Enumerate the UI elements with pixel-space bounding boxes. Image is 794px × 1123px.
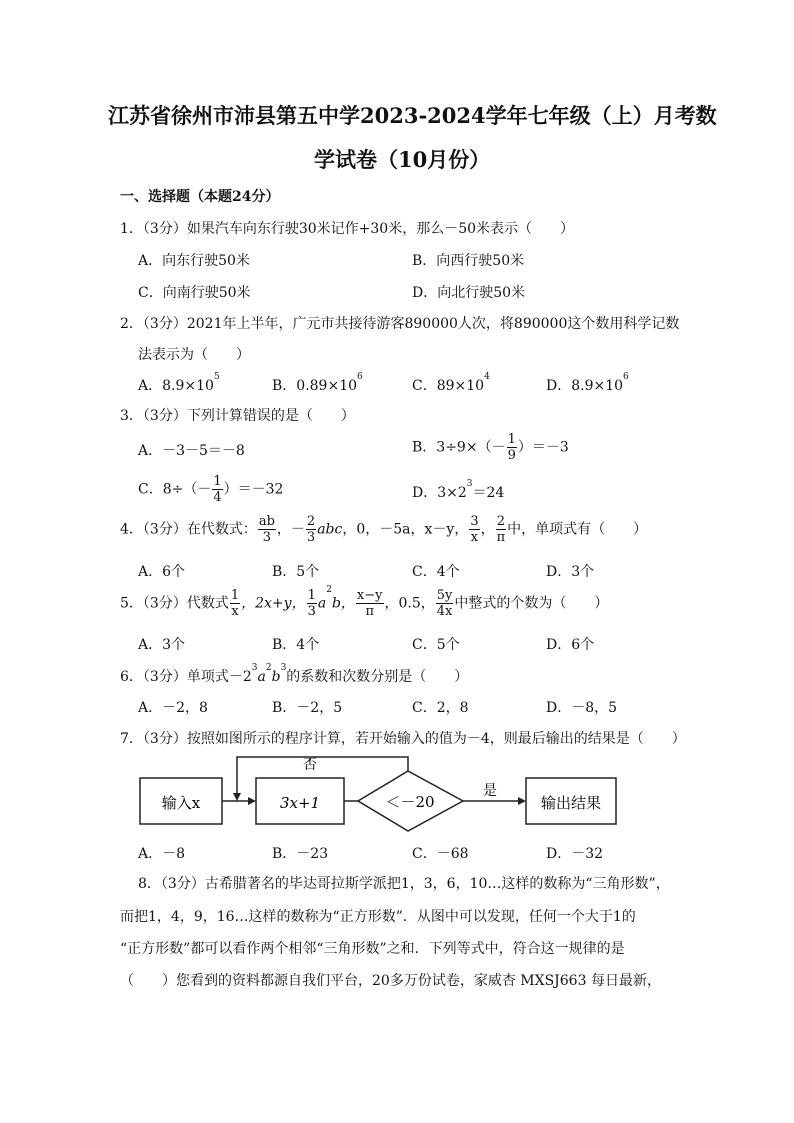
flow-yes-label: 是 <box>483 783 497 799</box>
question-3: 3．（3分）下列计算错误的是（ ） <box>120 408 355 424</box>
flow-op-label: 3x+1 <box>279 794 321 812</box>
page-title-line1: 江苏省徐州市沛县第五中学2023-2024学年七年级（上）月考数 <box>108 103 717 128</box>
q6-option-d: D．－8，5 <box>546 700 618 716</box>
flowchart <box>130 752 630 832</box>
q2-option-c: C．$89\times 10^4$ <box>412 372 490 394</box>
flow-no-label: 否 <box>303 757 317 773</box>
flow-arrowhead-3 <box>518 797 526 805</box>
question-4: 4．（3分）在代数式： $\frac{ab}{3}$ ，－ $\frac{2}{3}$ abc，0，－5a，x－y， $\frac{3}{x}$ ， $\frac{2}{\pi}$ 中，单项式有（ ） <box>120 514 648 545</box>
q1-option-d: D．向北行驶50米 <box>412 285 526 301</box>
section-heading: 一、选择题（本题24分） <box>120 189 280 205</box>
question-1: 1．（3分）如果汽车向东行驶30米记作+30米，那么－50米表示（ ） <box>120 221 575 237</box>
flow-condition-label: ＜－20 <box>385 793 435 811</box>
flow-input-label: 输入x <box>161 794 201 812</box>
q5-option-d: D．6个 <box>546 637 595 653</box>
question-6: 6．（3分）单项式$-2^3a^2b^3$的系数和次数分别是（ ） <box>120 663 469 685</box>
flow-output-label: 输出结果 <box>540 794 602 812</box>
q1-option-c: C．向南行驶50米 <box>138 285 251 301</box>
q3-option-d: D．$3\times 2^3=24$ <box>412 479 505 501</box>
q2-option-d: D．$8.9\times 10^6$ <box>546 372 629 394</box>
q3-option-a: A．－3－5＝－8 <box>138 443 245 459</box>
q3-option-c: C．8÷（－ $\frac{1}{4}$ ）＝－32 <box>138 474 284 505</box>
q7-option-c: C．－68 <box>412 846 469 862</box>
page-title-line2: 学试卷（10月份） <box>314 147 491 172</box>
q4-option-b: B．5个 <box>272 564 320 580</box>
q4-option-d: D．3个 <box>546 564 595 580</box>
question-2: 2．（3分）2021年上半年，广元市共接待游客890000人次，将890000这个数用科学记数 <box>120 316 680 332</box>
q5-option-c: C．5个 <box>412 637 460 653</box>
question-8: 8．（3分）古希腊著名的毕达哥拉斯学派把1，3，6，10…这样的数称为“三角形数”， <box>138 876 670 892</box>
question-5: 5．（3分）代数式 $\frac{1}{x}$ ，2x+y， $\frac{1}{3}$ $a^2b$， $\frac{x-y}{\pi}$ ，0.5， $\frac{5y}{4x}$ 中整式的个数为（ ） <box>120 585 609 619</box>
q7-option-d: D．－32 <box>546 846 604 862</box>
q5-option-b: B．4个 <box>272 637 320 653</box>
q6-option-b: B．－2，5 <box>272 700 343 716</box>
q1-option-a: A．向东行驶50米 <box>138 253 250 269</box>
q4-option-a: A．6个 <box>138 564 186 580</box>
flow-loop-arrowhead <box>233 793 241 801</box>
question-7: 7．（3分）按照如图所示的程序计算，若开始输入的值为－4，则最后输出的结果是（ ） <box>120 731 686 747</box>
question-8-line3: “正方形数”都可以看作两个相邻“三角形数”之和．下列等式中，符合这一规律的是 <box>120 941 625 957</box>
q2-option-b: B．$0.89\times 10^6$ <box>272 372 363 394</box>
q5-option-a: A．3个 <box>138 637 186 653</box>
q7-option-a: A．－8 <box>138 846 186 862</box>
question-2-cont: 法表示为（ ） <box>138 347 250 363</box>
q1-option-b: B．向西行驶50米 <box>412 253 525 269</box>
q4-option-c: C．4个 <box>412 564 460 580</box>
fraction: $\frac{1}{4}$ <box>213 474 222 505</box>
fraction: $\frac{1}{9}$ <box>507 432 516 463</box>
q2-option-a: A．$8.9\times 10^5$ <box>138 372 220 394</box>
q6-option-a: A．－2，8 <box>138 700 208 716</box>
question-8-line2: 而把1，4，9，16…这样的数称为“正方形数”．从图中可以发现，任何一个大于1的 <box>120 909 636 925</box>
q6-option-c: C．2，8 <box>412 700 469 716</box>
q7-option-b: B．－23 <box>272 846 329 862</box>
question-8-line4: （ ）您看到的资料都源自我们平台，20多万份试卷，家威杏 MXSJ663 每日最新， <box>120 973 661 989</box>
flow-arrowhead-1 <box>248 797 256 805</box>
q3-option-b: B．3÷9×（－ $\frac{1}{9}$ ）＝－3 <box>412 432 569 463</box>
